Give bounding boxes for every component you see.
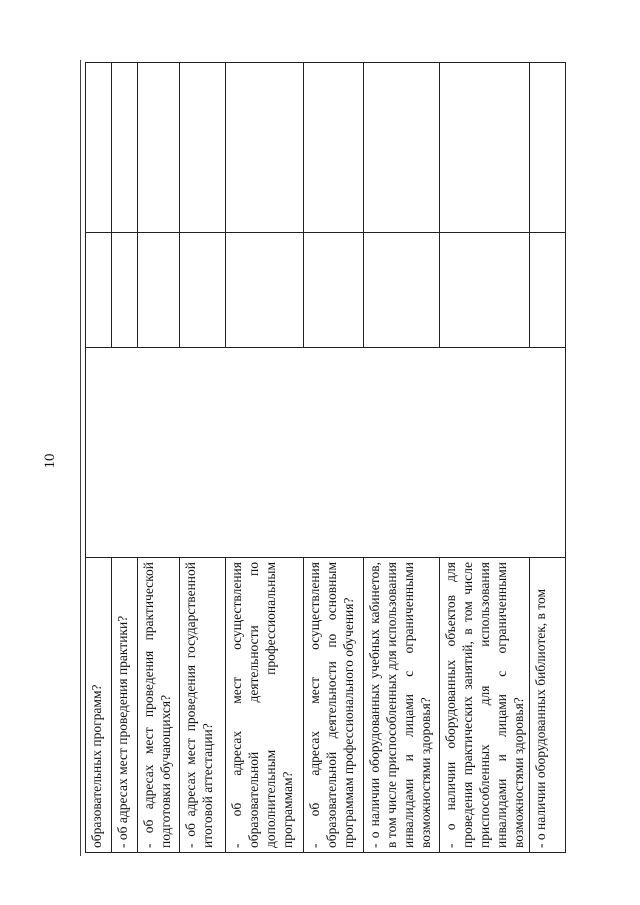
question-cell: - об адресах мест проведения практической подготовки обучающихся? [138, 558, 180, 853]
empty-cell [226, 233, 304, 348]
empty-cell [440, 233, 530, 348]
empty-cell [304, 63, 364, 233]
empty-cell [112, 233, 138, 348]
empty-cell [226, 63, 304, 233]
empty-cell [364, 63, 440, 233]
question-cell: - об адресах мест проведения государственной итоговой аттестации? [180, 558, 226, 853]
question-cell: - о наличии оборудованных объектов для проведения практических занятий, в том числе приспособленных для использования инвалидами и лицами с ограниченными возможностями здоровья? [440, 558, 530, 853]
empty-cell [112, 63, 138, 233]
empty-cell [86, 233, 112, 348]
question-cell: образовательных программ? [86, 558, 112, 853]
empty-cell [138, 63, 180, 233]
empty-cell [86, 63, 112, 233]
empty-cell [364, 233, 440, 348]
criteria-table [85, 62, 566, 853]
empty-cell [180, 233, 226, 348]
question-cell: - о наличии оборудованных учебных кабинетов, в том числе приспособленных для использования инвалидами и лицами с ограниченными возможностями здоровья? [364, 558, 440, 853]
empty-cell [530, 233, 566, 348]
question-cell: - об адресах мест осуществления образовательной деятельности по дополнительным профессиональным программам? [226, 558, 304, 853]
merged-empty-cell [86, 348, 566, 558]
empty-cell [138, 233, 180, 348]
question-cell: - об адресах мест осуществления образовательной деятельности по основным программам профессионального обучения? [304, 558, 364, 853]
empty-cell [304, 233, 364, 348]
rotated-table-wrapper [85, 63, 565, 853]
empty-cell [440, 63, 530, 233]
table-row [86, 63, 112, 853]
question-cell: - об адресах мест проведения практики? [112, 558, 138, 853]
question-cell: - о наличии оборудованных библиотек, в том [530, 558, 566, 853]
empty-cell [180, 63, 226, 233]
empty-cell [530, 63, 566, 233]
page-number: 10 [41, 453, 58, 469]
